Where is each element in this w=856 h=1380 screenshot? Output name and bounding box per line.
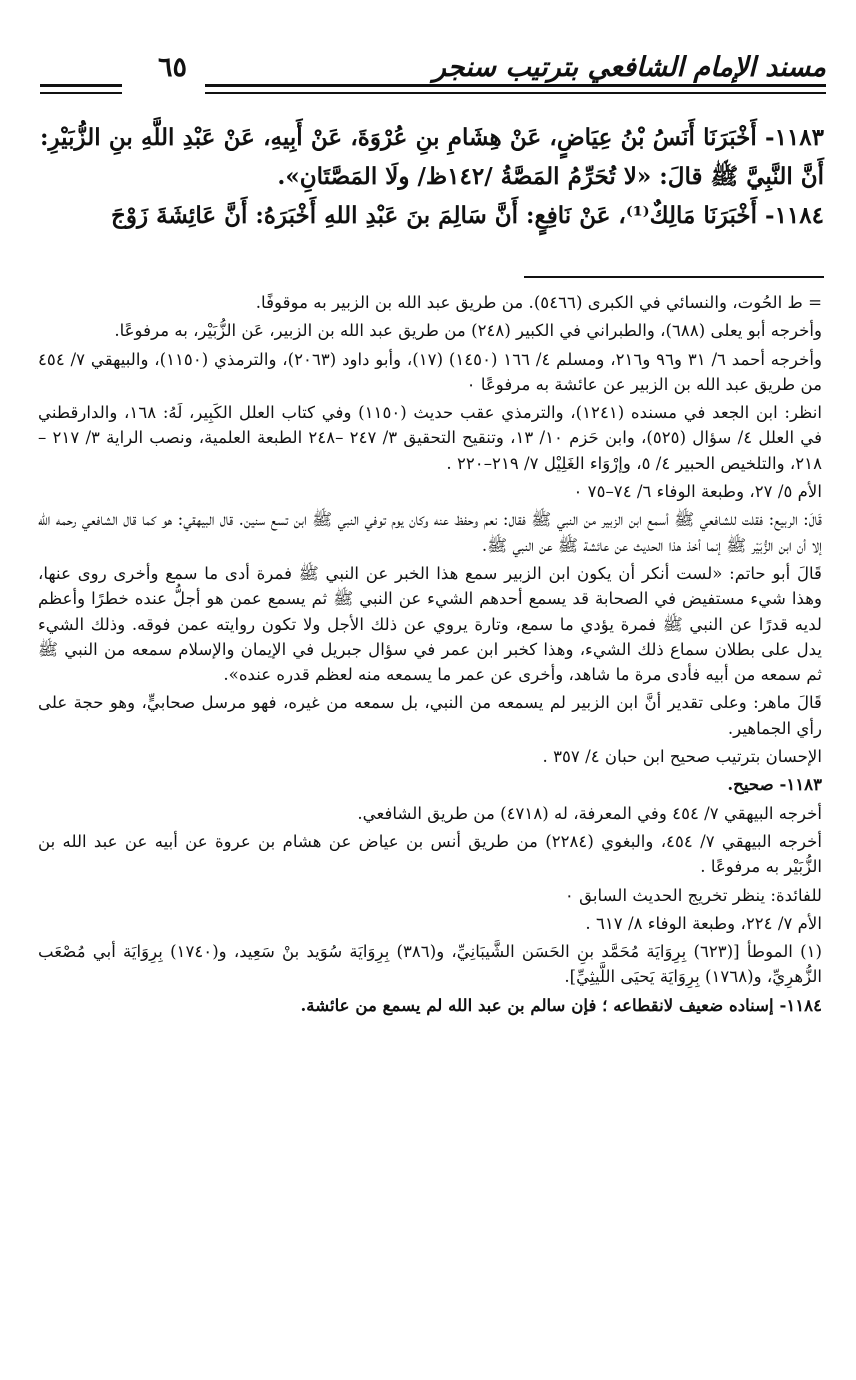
page-number: ٦٥: [158, 52, 188, 83]
footnote-1-muwatta: (١) الموطأ [(٦٢٣) بِرِوَايَة مُحَمَّد بنِ الحَسَن الشَّيبَانِيِّ، و(٣٨٦) بِرِوَايَة سُوَيد بنْ سَعِيد، و(١٧٤٠) بِرِوَايَة أبي مُصْعَب الزُّهرِيِّ، و(١٧٦٨) بِرِوَايَة يَحيَى اللَّيثِيِّ].: [38, 942, 822, 987]
book-title: مسند الإمام الشافعي بترتيب سنجر: [432, 52, 826, 83]
hadith-text: [40, 118, 824, 235]
running-header: [40, 52, 826, 100]
note-abu-yala: وأخرجه أبو يعلى (٦٨٨)، والطبراني في الكبير (٢٤٨) من طريق عبد الله بن الزبير، عَن الزُّبَيْر، به مرفوعًا.: [114, 321, 822, 341]
note-abu-hatim-quote: قَالَ أبو حاتم: «لست أنكر أن يكون ابن الزبير سمع هذا الخبر عن النبي ﷺ فمرة أدى ما سمع وأخرى روى عنها، وهذا شيء مستفيض في الصحابة قد يسمع أحدهم الشيء عن النبي ﷺ ثم يسمع عمن هو أجلُّ عنده خطرًا وأعظم لديه قدرًا عن النبي ﷺ فمرة يؤدي ما سمع، وتارة يروي عن ذلك الأجل ولا تكون روايته عمن فوقه. وذلك الشيء يدل على بطلان سماع ذلك الشيء، وهذا كخبر ابن عمر في سؤال جبريل في الإيمان والإسلام سمعه من النبي ﷺ ثم سمعه من أبيه فأدى مرة ما شاهد، وأخرى عن عمر ما يسمعه منه لعظم قدره عنده».: [38, 563, 822, 685]
note-continuation: = ط الحُوت، والنسائي في الكبرى (٥٤٦٦). من طريق عبد الله بن الزبير به موقوفًا.: [255, 293, 822, 312]
header-rule-left: [40, 84, 122, 94]
note-rabi-quote: قَالَ: الربيع: فقلت للشافعي ﷺ أسمع ابن الزبير من النبي ﷺ فقال: نعم وحفظ عنه وكان يوم توفي النبي ﷺ ابن تسع سنين. قال البيهقي: هو كما قال الشافعي رحمه الله إلا أن ابن الزُّبَيْر ﷺ إنما أخذ هذا الحديث عن عائشة ﷺ عن النبي ﷺ.: [38, 510, 822, 555]
note-1184-grade: ١١٨٤- إسناده ضعيف لانقطاعه ؛ فإن سالم بن عبد الله لم يسمع من عائشة.: [300, 994, 822, 1015]
note-umm-reference-2: الأم ٧/ ٢٢٤، وطبعة الوفاء ٨/ ٦١٧ .: [585, 913, 822, 933]
hadith-1184: ١١٨٤- أَخْبَرَنَا مَالِكٌ⁽¹⁾، عَنْ نَافِعٍ: أَنَّ سَالِمَ بنَ عَبْدِ اللهِ أَخْبَرَهُ: أَنَّ عَائِشَةَ زَوْجَ: [111, 202, 824, 229]
note-benefit: للفائدة: ينظر تخريج الحديث السابق ٠: [564, 885, 822, 905]
note-see-also: انظر: ابن الجعد في مسنده (١٢٤١)، والترمذي عقب حديث (١١٥٠) وفي كتاب العلل الكَبِير، لَهُ: ١٦٨، والدارقطني في العلل ٤/ سؤال (٥٢٥)، وابن حَزم ١٠/ ١٣، وتنقيح التحقيق ٣/ ٢٤٧ –٢٤٨ الطبعة العلمية، ونصب الراية ٣/ ٢١٧ –٢١٨، والتلخيص الحبير ٤/ ٥، وإرْوَاء الغَلِيْل ٧/ ٢١٩–٢٢٠ .: [38, 403, 823, 473]
note-bayhaqi-baghawi: أخرجه البيهقي ٧/ ٤٥٤، والبغوي (٢٢٨٤) من طريق أنس بن عياض عن هشام بن عروة عن أبيه عن عبد الله بن الزُّبَيْر به مرفوعًا .: [38, 831, 822, 877]
hadith-1183: ١١٨٣- أَخْبَرَنَا أَنَسُ بْنُ عِيَاضٍ، عَنْ هِشَامِ بنِ عُرْوَةَ، عَنْ أَبِيهِ، عَنْ عَبْدِ اللَّهِ بنِ الزُّبَيْرِ: أَنَّ النَّبِيَّ ﷺ قالَ: «لا تُحَرِّمُ المَصَّةُ /١٤٢ظ/ ولَا المَصَّتَانِ».: [40, 124, 824, 190]
footnotes: [38, 290, 822, 1021]
note-ahmad-muslim: وأخرجه أحمد ٦/ ٣١ و٩٦ و٢١٦، ومسلم ٤/ ١٦٦ (١٤٥٠) (١٧)، وأبو داود (٢٠٦٣)، والترمذي (١١٥٠)، والبيهقي ٧/ ٤٥٤ من طريق عبد الله بن الزبير عن عائشة به مرفوعًا ٠: [38, 349, 822, 394]
note-bayhaqi-shafii: أخرجه البيهقي ٧/ ٤٥٤ وفي المعرفة، له (٤٧١٨) من طريق الشافعي.: [357, 803, 822, 823]
note-ihsan-reference: الإحسان بترتيب صحيح ابن حبان ٤/ ٣٥٧ .: [542, 747, 822, 767]
header-rule: [205, 84, 826, 94]
note-maher-comment: قَالَ ماهر: وعلى تقدير أنَّ ابن الزبير لم يسمعه من النبي، بل سمعه من غيره، فهو مرسل صحابيٍّ، وهو حجة على رأي الجماهير.: [38, 693, 822, 738]
note-umm-reference: الأم ٥/ ٢٧، وطبعة الوفاء ٦/ ٧٤–٧٥ ٠: [573, 482, 822, 502]
note-1183-grade: ١١٨٣- صحيح.: [727, 774, 822, 795]
footnote-separator: [524, 276, 824, 278]
